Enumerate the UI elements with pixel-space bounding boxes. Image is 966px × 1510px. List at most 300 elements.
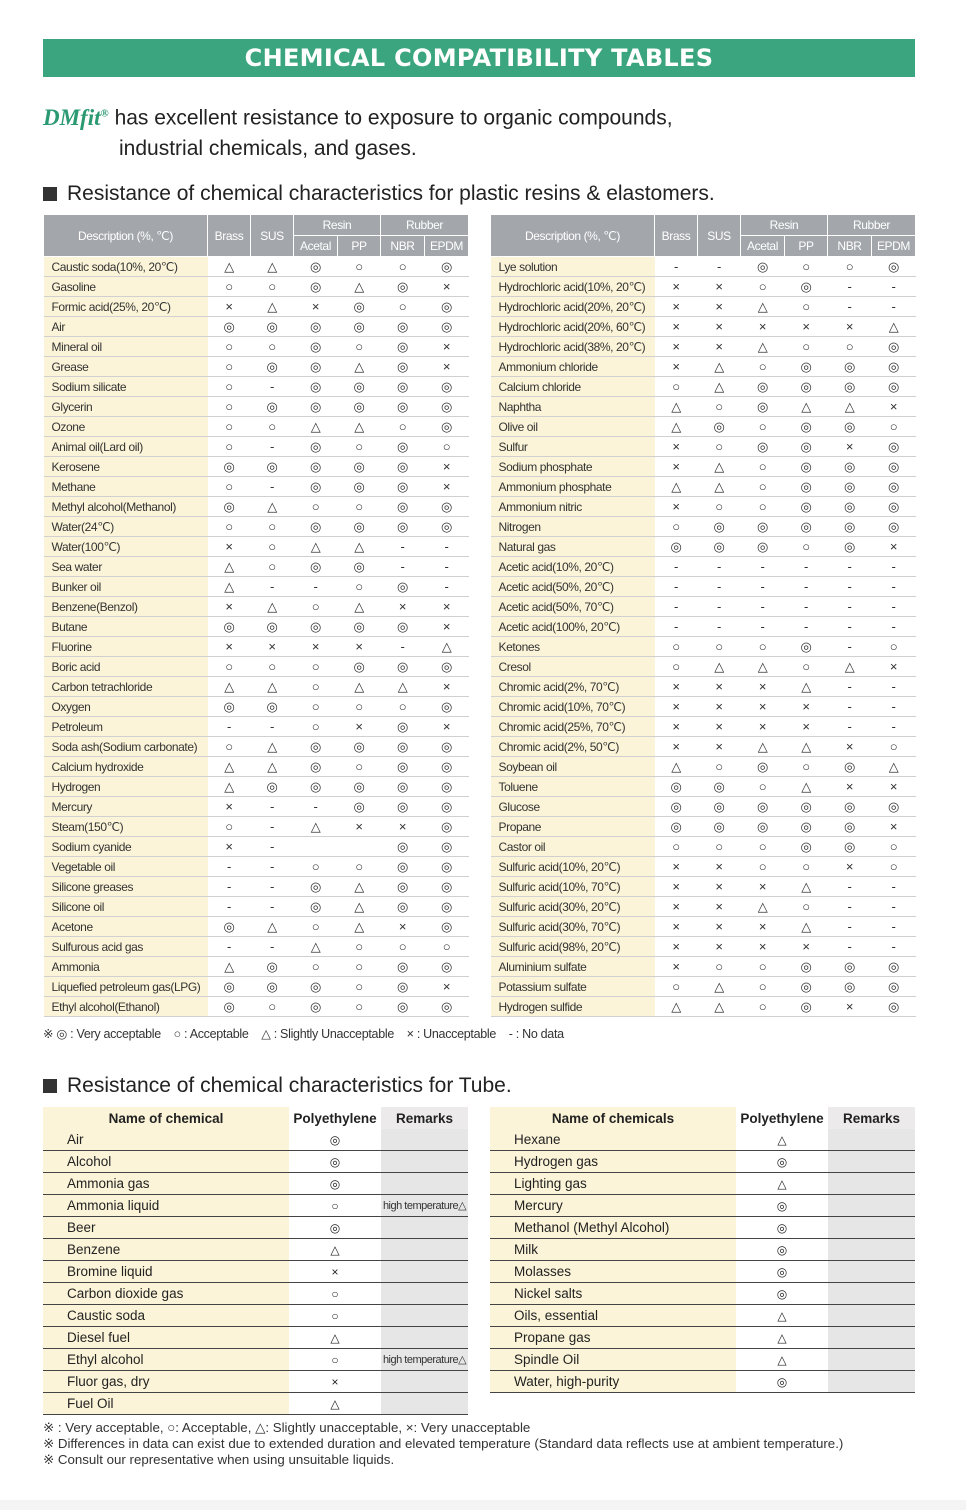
table-row <box>44 477 469 497</box>
polyethylene-rating: ○ <box>289 1349 381 1371</box>
table-row <box>491 357 916 377</box>
chemical-name: Hydrogen sulfide <box>491 997 655 1017</box>
rating-cell: - <box>655 597 698 617</box>
rating-cell: ◎ <box>425 957 469 977</box>
polyethylene-rating: × <box>289 1261 381 1283</box>
chemical-name: Olive oil <box>491 417 655 437</box>
rating-cell: - <box>208 877 251 897</box>
rating-cell: ◎ <box>208 617 251 637</box>
polyethylene-rating: △ <box>736 1349 828 1371</box>
polyethylene-rating: ◎ <box>736 1371 828 1393</box>
rating-cell: - <box>381 537 425 557</box>
rating-cell: ◎ <box>381 497 425 517</box>
rating-cell: ○ <box>338 437 381 457</box>
rating-cell: ◎ <box>828 417 872 437</box>
rating-cell: × <box>425 337 469 357</box>
polyethylene-rating: △ <box>289 1393 381 1415</box>
rating-cell: ◎ <box>425 837 469 857</box>
footnote-2: ※ Differences in data can exist due to extended duration and elevated temperature (Standard data reflects use at ambient temperature.) <box>43 1436 844 1451</box>
compat-table-right <box>490 214 916 1017</box>
rating-cell: △ <box>251 757 294 777</box>
rating-cell: ○ <box>785 257 828 277</box>
chemical-name: Sodium phosphate <box>491 457 655 477</box>
table-row <box>44 297 469 317</box>
chemical-name: Hydrochloric acid(20%, 20℃) <box>491 297 655 317</box>
rating-cell: ○ <box>208 377 251 397</box>
rating-cell: ○ <box>741 977 785 997</box>
table-row <box>491 257 916 277</box>
polyethylene-rating: ◎ <box>289 1217 381 1239</box>
rating-cell: ◎ <box>294 997 338 1017</box>
rating-cell: ◎ <box>294 477 338 497</box>
rating-cell: - <box>872 617 916 637</box>
chemical-name: Animal oil(Lard oil) <box>44 437 208 457</box>
table-row <box>44 397 469 417</box>
table-row <box>44 797 469 817</box>
rating-cell: ◎ <box>294 277 338 297</box>
rating-cell: × <box>425 457 469 477</box>
rating-cell: ◎ <box>872 517 916 537</box>
rating-cell: ◎ <box>785 417 828 437</box>
rating-cell: ◎ <box>381 357 425 377</box>
intro-line-2: industrial chemicals, and gases. <box>119 136 417 160</box>
chemical-name: Steam(150℃) <box>44 817 208 837</box>
rating-cell: × <box>425 677 469 697</box>
chemical-name: Oxygen <box>44 697 208 717</box>
rating-cell: ◎ <box>425 777 469 797</box>
rating-cell: ◎ <box>381 397 425 417</box>
rating-cell: ◎ <box>872 257 916 277</box>
rating-cell: ○ <box>338 937 381 957</box>
rating-cell: ◎ <box>208 977 251 997</box>
rating-cell: - <box>785 597 828 617</box>
rating-cell: × <box>655 857 698 877</box>
rating-cell: ◎ <box>828 477 872 497</box>
polyethylene-rating: △ <box>736 1129 828 1151</box>
rating-cell: ◎ <box>425 817 469 837</box>
table-row <box>44 337 469 357</box>
remarks-cell <box>828 1327 915 1349</box>
chemical-name: Sulfuric acid(30%, 20℃) <box>491 897 655 917</box>
rating-cell: △ <box>338 677 381 697</box>
rating-cell: - <box>872 717 916 737</box>
table-row <box>491 577 916 597</box>
rating-cell: ○ <box>381 297 425 317</box>
table-row <box>44 717 469 737</box>
table-row <box>44 557 469 577</box>
rating-cell: - <box>294 577 338 597</box>
rating-cell: ◎ <box>785 277 828 297</box>
rating-cell: ◎ <box>294 397 338 417</box>
chemical-name: Liquefied petroleum gas(LPG) <box>44 977 208 997</box>
chemical-name: Sodium cyanide <box>44 837 208 857</box>
page-banner: CHEMICAL COMPATIBILITY TABLES <box>43 39 915 77</box>
rating-cell: ◎ <box>828 977 872 997</box>
rating-cell: - <box>251 377 294 397</box>
rating-cell: - <box>741 597 785 617</box>
rating-cell: - <box>655 577 698 597</box>
table-row <box>44 897 469 917</box>
table-row <box>491 477 916 497</box>
table-row <box>491 917 916 937</box>
chemical-name: Ammonium phosphate <box>491 477 655 497</box>
header-brass: Brass <box>208 215 251 257</box>
chemical-name: Glucose <box>491 797 655 817</box>
table-row <box>44 437 469 457</box>
rating-cell: ○ <box>785 897 828 917</box>
chemical-name: Glycerin <box>44 397 208 417</box>
header-remarks: Remarks <box>381 1107 468 1129</box>
rating-cell: × <box>741 697 785 717</box>
table-row <box>43 1393 468 1415</box>
rating-cell: - <box>425 577 469 597</box>
table-row <box>44 697 469 717</box>
rating-cell: × <box>828 857 872 877</box>
rating-cell: △ <box>294 417 338 437</box>
chemical-name: Ethyl alcohol(Ethanol) <box>44 997 208 1017</box>
rating-cell: ○ <box>741 777 785 797</box>
table-row <box>491 877 916 897</box>
rating-cell: ◎ <box>741 397 785 417</box>
rating-cell: ◎ <box>425 877 469 897</box>
table-row <box>491 557 916 577</box>
rating-cell: ○ <box>381 937 425 957</box>
rating-cell: × <box>208 297 251 317</box>
rating-cell: ◎ <box>741 257 785 277</box>
rating-cell: ◎ <box>741 537 785 557</box>
footnotes <box>43 1420 843 1468</box>
table-row <box>43 1173 468 1195</box>
rating-cell: × <box>655 877 698 897</box>
rating-cell: △ <box>655 417 698 437</box>
rating-cell: ○ <box>655 977 698 997</box>
rating-cell: - <box>425 537 469 557</box>
rating-cell: - <box>872 697 916 717</box>
chemical-name: Bromine liquid <box>43 1261 289 1283</box>
chemical-name: Methyl alcohol(Methanol) <box>44 497 208 517</box>
rating-cell: ◎ <box>208 697 251 717</box>
rating-cell: ○ <box>251 657 294 677</box>
polyethylene-rating: △ <box>736 1305 828 1327</box>
rating-cell: △ <box>741 337 785 357</box>
table-row <box>491 637 916 657</box>
rating-cell: ○ <box>208 437 251 457</box>
table-row <box>491 817 916 837</box>
brand-name: DMfit® <box>43 104 109 130</box>
remarks-cell <box>381 1371 468 1393</box>
table-row <box>490 1173 915 1195</box>
rating-cell: △ <box>698 997 741 1017</box>
rating-cell: ◎ <box>381 877 425 897</box>
rating-cell: × <box>655 497 698 517</box>
chemical-name: Soda ash(Sodium carbonate) <box>44 737 208 757</box>
table-row <box>491 757 916 777</box>
rating-cell: ◎ <box>425 697 469 717</box>
chemical-name: Acetic acid(100%, 20℃) <box>491 617 655 637</box>
table-row <box>491 537 916 557</box>
rating-cell: - <box>251 897 294 917</box>
rating-cell: × <box>698 857 741 877</box>
rating-cell: × <box>294 637 338 657</box>
chemical-name: Boric acid <box>44 657 208 677</box>
rating-cell: × <box>655 917 698 937</box>
rating-cell: ○ <box>655 837 698 857</box>
rating-cell: × <box>785 317 828 337</box>
chemical-name: Sulfuric acid(98%, 20℃) <box>491 937 655 957</box>
header-pp: PP <box>338 236 381 257</box>
rating-cell: ◎ <box>381 617 425 637</box>
rating-cell: - <box>381 637 425 657</box>
rating-cell: × <box>425 977 469 997</box>
rating-cell: ○ <box>338 577 381 597</box>
chemical-name: Hydrogen gas <box>490 1151 736 1173</box>
header-pp: PP <box>785 236 828 257</box>
rating-cell: △ <box>425 637 469 657</box>
rating-cell: ◎ <box>872 797 916 817</box>
chemical-name: Grease <box>44 357 208 377</box>
header-acetal: Acetal <box>741 236 785 257</box>
rating-cell: ○ <box>338 957 381 977</box>
rating-cell: ◎ <box>425 497 469 517</box>
rating-cell: × <box>655 897 698 917</box>
rating-cell: △ <box>338 897 381 917</box>
rating-cell: △ <box>251 497 294 517</box>
rating-cell: × <box>828 737 872 757</box>
rating-cell: ◎ <box>294 317 338 337</box>
rating-cell: ○ <box>208 817 251 837</box>
rating-cell: ○ <box>251 337 294 357</box>
chemical-name: Alcohol <box>43 1151 289 1173</box>
rating-cell: × <box>655 277 698 297</box>
rating-cell: ◎ <box>381 957 425 977</box>
rating-cell: - <box>872 937 916 957</box>
rating-cell: △ <box>338 877 381 897</box>
rating-cell: ◎ <box>828 517 872 537</box>
rating-cell: × <box>338 817 381 837</box>
polyethylene-rating: ◎ <box>289 1129 381 1151</box>
tube-table-left <box>43 1107 468 1415</box>
rating-cell: × <box>425 617 469 637</box>
square-bullet-icon <box>43 1079 57 1093</box>
table-row <box>43 1195 468 1217</box>
rating-cell: - <box>741 617 785 637</box>
rating-cell: - <box>208 897 251 917</box>
rating-cell: - <box>872 917 916 937</box>
rating-cell: △ <box>251 297 294 317</box>
remarks-cell <box>828 1173 915 1195</box>
chemical-name: Kerosene <box>44 457 208 477</box>
rating-cell: - <box>828 597 872 617</box>
chemical-name: Methanol (Methyl Alcohol) <box>490 1217 736 1239</box>
rating-cell: × <box>785 717 828 737</box>
remarks-cell <box>828 1195 915 1217</box>
table-row <box>490 1261 915 1283</box>
rating-cell: × <box>655 297 698 317</box>
rating-cell: ◎ <box>381 857 425 877</box>
chemical-name: Mercury <box>490 1195 736 1217</box>
table-row <box>44 317 469 337</box>
rating-cell: △ <box>698 457 741 477</box>
rating-cell: - <box>828 717 872 737</box>
table-row <box>491 897 916 917</box>
rating-cell: ◎ <box>381 317 425 337</box>
rating-cell: ◎ <box>425 857 469 877</box>
rating-cell: × <box>741 937 785 957</box>
rating-cell: × <box>208 597 251 617</box>
rating-cell: ◎ <box>251 317 294 337</box>
table-row <box>491 797 916 817</box>
chemical-name: Butane <box>44 617 208 637</box>
table-row <box>43 1327 468 1349</box>
rating-cell: ◎ <box>872 377 916 397</box>
remarks-cell <box>381 1327 468 1349</box>
rating-cell: × <box>828 997 872 1017</box>
rating-cell: ◎ <box>381 797 425 817</box>
rating-cell: ○ <box>741 477 785 497</box>
polyethylene-rating: ○ <box>289 1283 381 1305</box>
chemical-name: Ketones <box>491 637 655 657</box>
rating-cell: ○ <box>698 637 741 657</box>
remarks-cell <box>828 1239 915 1261</box>
rating-cell: × <box>655 717 698 737</box>
rating-cell: ○ <box>828 337 872 357</box>
section-title-tube: Resistance of chemical characteristics for Tube. <box>43 1074 512 1098</box>
chemical-name: Ethyl alcohol <box>43 1349 289 1371</box>
rating-cell: ◎ <box>785 517 828 537</box>
rating-cell: × <box>872 777 916 797</box>
chemical-name: Caustic soda <box>43 1305 289 1327</box>
rating-cell: ◎ <box>425 397 469 417</box>
rating-cell: ◎ <box>381 657 425 677</box>
tube-table-right <box>490 1107 915 1393</box>
rating-cell: × <box>655 737 698 757</box>
table-row <box>44 937 469 957</box>
rating-cell: ◎ <box>208 997 251 1017</box>
rating-cell: ○ <box>294 857 338 877</box>
rating-cell: - <box>251 837 294 857</box>
rating-cell: ○ <box>872 417 916 437</box>
chemical-name: Methane <box>44 477 208 497</box>
remarks-cell <box>828 1217 915 1239</box>
rating-cell: - <box>425 557 469 577</box>
table-row <box>491 837 916 857</box>
rating-cell: - <box>828 937 872 957</box>
rating-cell: ◎ <box>741 757 785 777</box>
rating-cell: △ <box>338 417 381 437</box>
table-row <box>43 1283 468 1305</box>
table-row <box>491 497 916 517</box>
rating-cell: ◎ <box>294 617 338 637</box>
rating-cell: × <box>655 337 698 357</box>
rating-cell: ◎ <box>208 917 251 937</box>
rating-cell: × <box>698 877 741 897</box>
rating-cell: ◎ <box>338 477 381 497</box>
symbol-legend: ※ ◎ : Very acceptable ○ : Acceptable △ : Slightly Unacceptable × : Unacceptable - : No data <box>43 1027 564 1041</box>
rating-cell: ○ <box>698 957 741 977</box>
rating-cell: ◎ <box>828 457 872 477</box>
remarks-cell <box>828 1371 915 1393</box>
rating-cell: - <box>655 617 698 637</box>
table-row <box>44 257 469 277</box>
rating-cell: △ <box>208 577 251 597</box>
rating-cell: × <box>294 297 338 317</box>
rating-cell: - <box>208 857 251 877</box>
rating-cell: × <box>208 797 251 817</box>
chemical-name: Ammonium nitric <box>491 497 655 517</box>
chemical-name: Spindle Oil <box>490 1349 736 1371</box>
table-row <box>44 417 469 437</box>
rating-cell: × <box>698 277 741 297</box>
rating-cell: ◎ <box>294 897 338 917</box>
rating-cell: - <box>785 577 828 597</box>
chemical-name: Caustic soda(10%, 20℃) <box>44 257 208 277</box>
header-brass: Brass <box>655 215 698 257</box>
rating-cell: × <box>338 637 381 657</box>
rating-cell: ◎ <box>785 837 828 857</box>
rating-cell: △ <box>208 257 251 277</box>
rating-cell: ◎ <box>828 837 872 857</box>
header-rubber: Rubber <box>828 215 916 236</box>
chemical-name: Mineral oil <box>44 337 208 357</box>
rating-cell: ◎ <box>251 957 294 977</box>
rating-cell: ○ <box>741 417 785 437</box>
rating-cell: ◎ <box>381 337 425 357</box>
rating-cell: - <box>698 597 741 617</box>
rating-cell: △ <box>698 657 741 677</box>
rating-cell: △ <box>785 877 828 897</box>
table-row <box>491 857 916 877</box>
chemical-name: Chromic acid(25%, 70℃) <box>491 717 655 737</box>
rating-cell: - <box>785 557 828 577</box>
remarks-cell <box>381 1305 468 1327</box>
rating-cell: ◎ <box>294 757 338 777</box>
remarks-cell <box>828 1129 915 1151</box>
chemical-name: Acetic acid(50%, 70℃) <box>491 597 655 617</box>
chemical-name: Benzene <box>43 1239 289 1261</box>
rating-cell: ◎ <box>698 777 741 797</box>
table-row <box>44 857 469 877</box>
rating-cell: × <box>698 677 741 697</box>
rating-cell: × <box>741 317 785 337</box>
rating-cell: △ <box>338 917 381 937</box>
rating-cell: ◎ <box>381 837 425 857</box>
remarks-cell <box>381 1261 468 1283</box>
chemical-name: Potassium sulfate <box>491 977 655 997</box>
rating-cell: △ <box>698 977 741 997</box>
rating-cell: ◎ <box>741 517 785 537</box>
rating-cell: △ <box>828 397 872 417</box>
rating-cell: ○ <box>251 557 294 577</box>
rating-cell: ◎ <box>698 537 741 557</box>
table-row <box>44 577 469 597</box>
rating-cell: △ <box>741 297 785 317</box>
rating-cell: ◎ <box>381 757 425 777</box>
rating-cell: ○ <box>785 297 828 317</box>
rating-cell: ◎ <box>338 317 381 337</box>
rating-cell: - <box>741 577 785 597</box>
rating-cell: - <box>828 637 872 657</box>
table-row <box>44 537 469 557</box>
table-row <box>490 1349 915 1371</box>
table-row <box>490 1151 915 1173</box>
rating-cell: ◎ <box>828 497 872 517</box>
table-row <box>490 1195 915 1217</box>
rating-cell: ○ <box>381 257 425 277</box>
rating-cell: ◎ <box>251 977 294 997</box>
rating-cell: ◎ <box>425 797 469 817</box>
rating-cell: ○ <box>655 637 698 657</box>
rating-cell: ○ <box>698 757 741 777</box>
